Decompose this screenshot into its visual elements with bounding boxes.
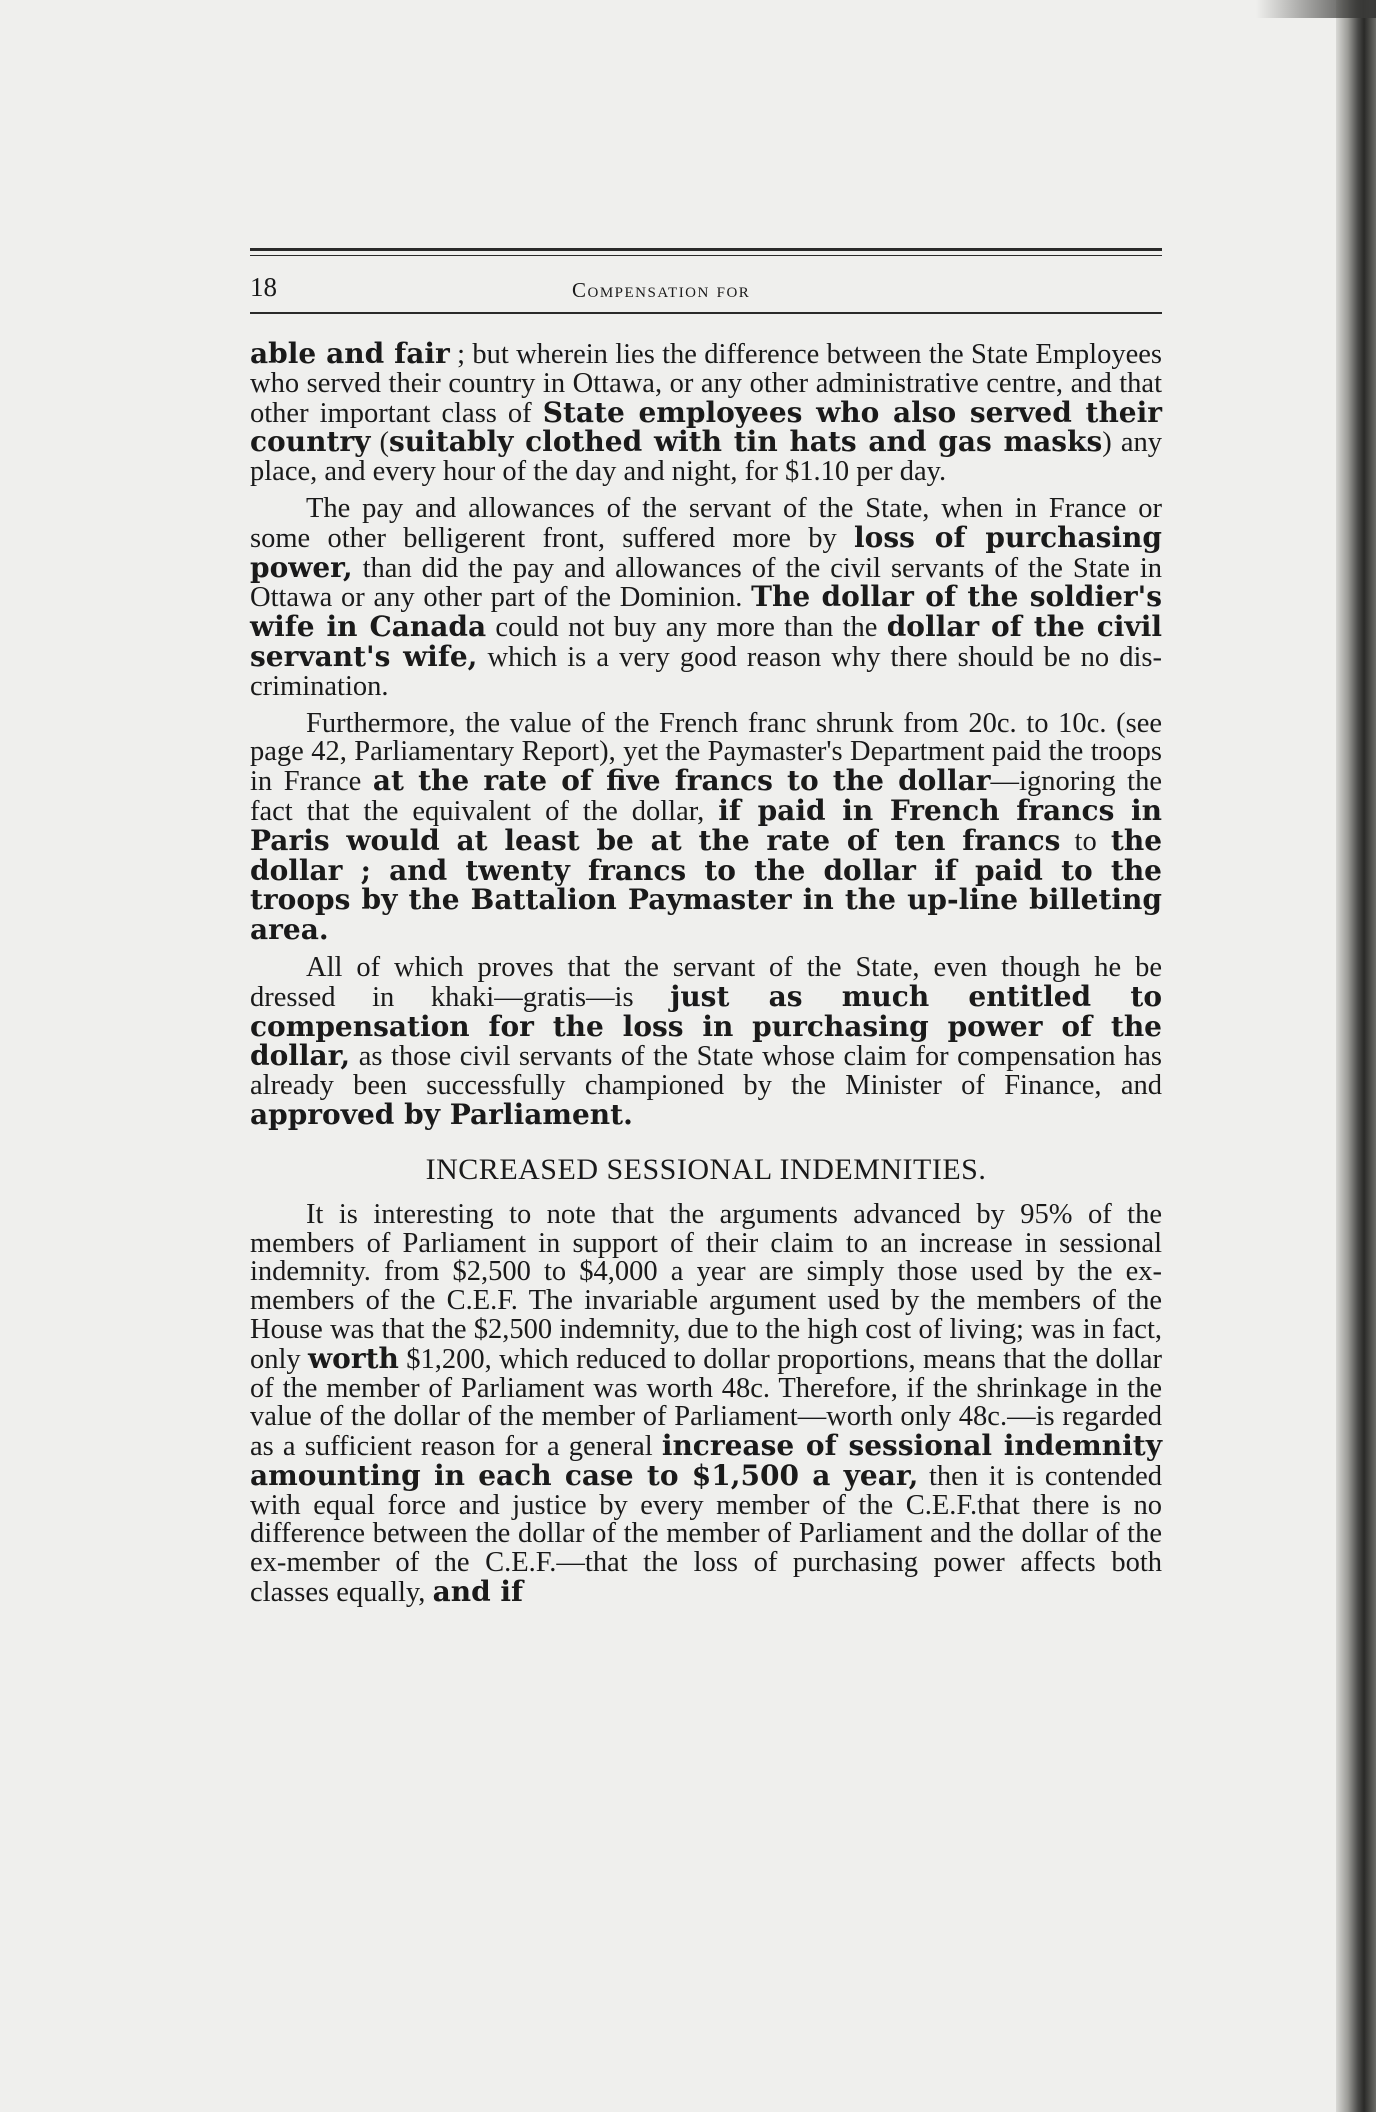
bold-text-run: at the rate of five francs to the dollar	[372, 764, 991, 798]
paragraph	[250, 707, 1163, 947]
bold-text-run: loss of purchasing power,	[250, 520, 1162, 584]
bold-text-run: The dollar of the soldier's wife in Canada	[250, 580, 1162, 644]
page-edge-corner	[1256, 0, 1376, 18]
bold-text-run: increase of sessional indemnity amounting in each case to $1,500 a year,	[250, 1429, 1163, 1492]
text-run: ; but wherein lies the difference between the State Employees who served their country in Ottawa, or any other administrative centre, and that other important class of	[250, 339, 1162, 429]
text-run: which is a very good reason why there should be no discrimination.	[250, 641, 1162, 702]
text-run: It is interesting to note that the arguments advanced by 95% of the members of Parliament in support of their claim to an increase in sessional indemnity. from $2,500 to $4,000 a year are simply those used by the ex-members of the C.E.F. The invariable argument used by the members of the House was that the $2,500 indemnity, due to the high cost of living; was in fact, only	[250, 1198, 1162, 1375]
bold-text-run: approved by Parliament.	[250, 1097, 633, 1131]
running-head	[250, 270, 1162, 310]
bold-text-run: if paid in French francs in Paris would at least be at the rate of ten francs	[250, 793, 1162, 857]
running-title: Compensation for	[572, 278, 751, 302]
text-run: The pay and allowances of the servant of the State, when in France or some other belligerent front, suffered more by	[250, 492, 1162, 554]
page-content	[250, 248, 1162, 1608]
bold-text-run: able and fair	[250, 337, 450, 370]
text-run: Furthermore, the value of the French franc shrunk from 20c. to 10c. (see page 42, Parliamentary Report), yet the Paymaster's Department paid the troops in France	[250, 707, 1162, 798]
paragraph	[250, 337, 1163, 488]
page-number: 18	[250, 272, 277, 302]
text-run: (	[370, 427, 390, 459]
page-edge-shadow	[1336, 0, 1376, 2112]
body-text	[250, 337, 1163, 1131]
text-run: then it is contended with equal force and justice by every member of the C.E.F.that there is no difference between the dollar of the member of Parliament and the dollar of the ex-member of the C.E.F.—that the loss of purchasing power affects both classes equally,	[250, 1460, 1162, 1609]
text-run: to	[1060, 825, 1111, 857]
bold-text-run: State employees who also served their country	[250, 395, 1162, 459]
paragraph	[250, 492, 1162, 702]
bold-text-run: and if	[432, 1575, 524, 1609]
text-run: could not buy any more than the	[486, 612, 887, 644]
text-run: ) any place, and every hour of the day and night, for $1.10 per day.	[250, 427, 1163, 488]
bold-text-run: the dollar ; and twenty francs to the dollar if paid to the troops by the Battalion Paymaster in the up-line billeting area.	[250, 823, 1163, 947]
header-double-rule	[250, 248, 1162, 256]
text-run: $1,200, which reduced to dollar proportions, means that the dollar of the member of Parliament was worth 48c. Therefore, if the shrinkage in the value of the dollar of the member of Parliament—worth only 48c.—is regarded as a sufficient reason for a general	[250, 1343, 1162, 1463]
bold-text-run: just as much entitled to compensation for the loss in purchasing power of the dollar,	[250, 979, 1162, 1073]
text-run: —ignoring the fact that the equivalent of the dollar,	[250, 766, 1162, 827]
bold-text-run: suitably clothed with tin hats and gas masks	[389, 425, 1103, 459]
section-body-text	[250, 1198, 1163, 1609]
paragraph	[250, 951, 1162, 1131]
text-run: as those civil servants of the State whose claim for compensation has already been successfully championed by the Minister of Finance, and	[250, 1041, 1162, 1102]
bold-text-run: dollar of the civil servant's wife,	[250, 610, 1162, 673]
text-run: All of which proves that the servant of the State, even though he be dressed in khaki—gratis—is	[250, 951, 1162, 1013]
section-heading: INCREASED SESSIONAL INDEMNITIES.	[425, 1152, 987, 1186]
paragraph	[250, 1198, 1163, 1609]
text-run: than did the pay and allowances of the civil servants of the State in Ottawa or any other part of the Dominion.	[250, 552, 1162, 614]
header-rule	[250, 312, 1162, 314]
bold-text-run: worth	[308, 1341, 399, 1375]
